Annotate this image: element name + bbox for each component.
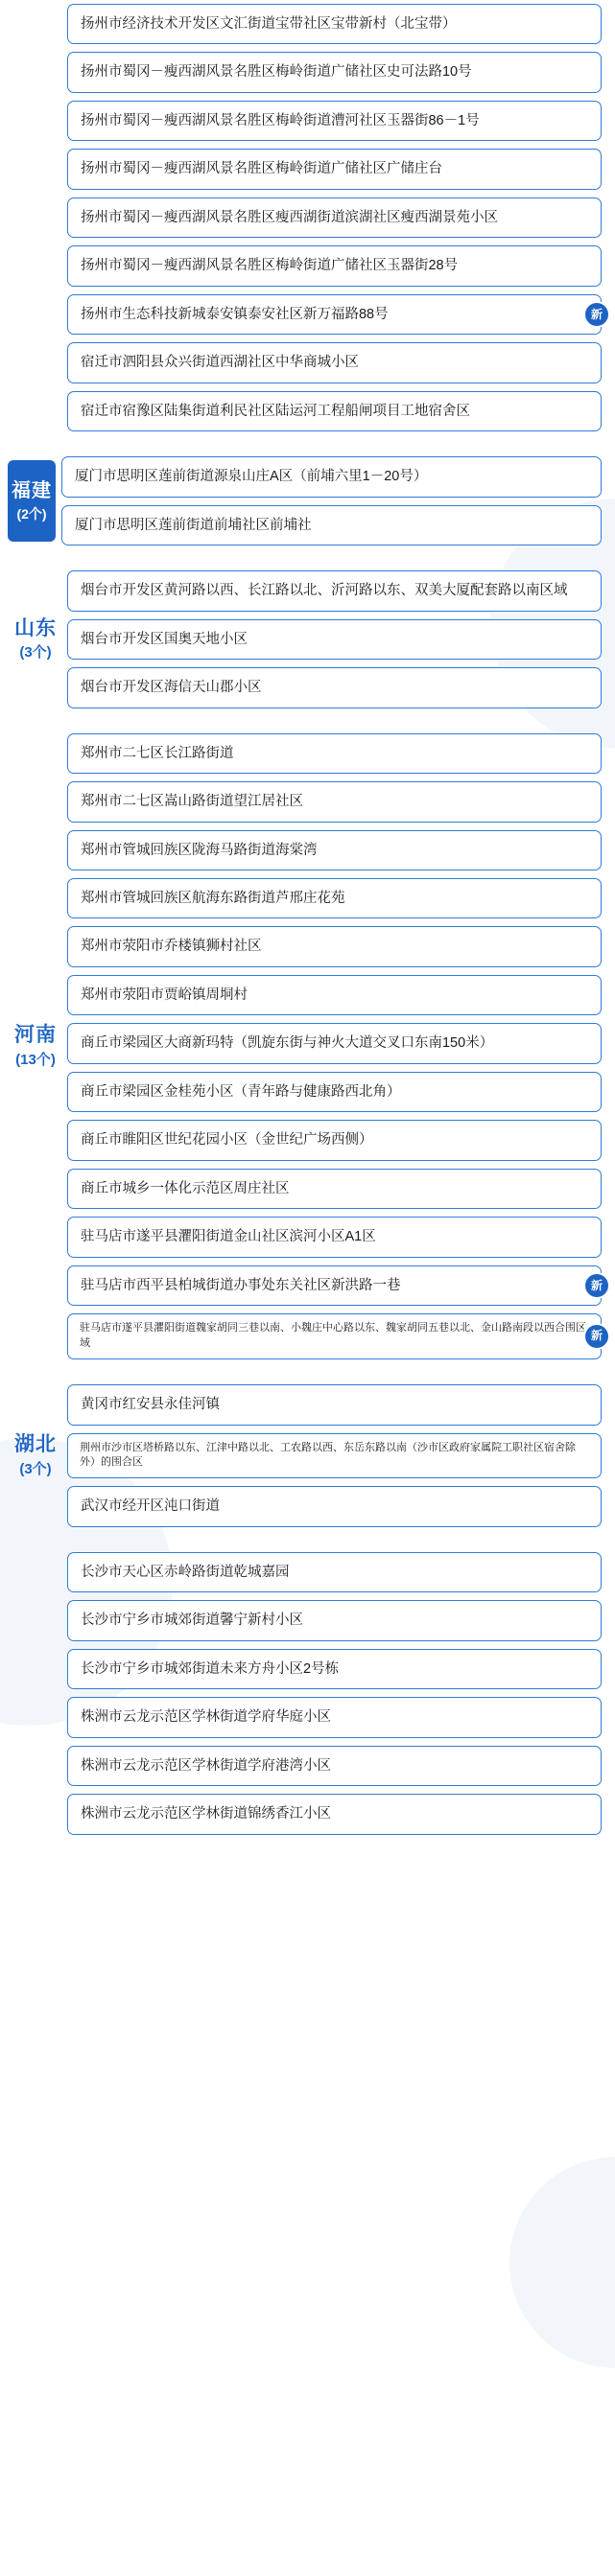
- area-item: [67, 1217, 602, 1257]
- area-item-text: 扬州市蜀冈－瘦西湖风景名胜区梅岭街道漕河社区玉器街86－1号: [81, 112, 480, 128]
- area-item-text: 厦门市思明区莲前街道前埔社区前埔社: [75, 517, 312, 533]
- province-group: [0, 456, 615, 545]
- area-item-text: 扬州市蜀冈－瘦西湖风景名胜区梅岭街道广储社区史可法路10号: [81, 64, 472, 81]
- area-item: [67, 391, 602, 431]
- area-item-text: 商丘市梁园区金桂苑小区（青年路与健康路西北角）: [81, 1083, 401, 1100]
- area-item: [67, 926, 602, 966]
- area-item: [67, 1600, 602, 1640]
- decorative-blob: [509, 2157, 615, 2368]
- province-label: [8, 1384, 67, 1527]
- area-item-text: 烟台市开发区海信天山郡小区: [81, 680, 262, 696]
- province-group: [0, 4, 615, 431]
- area-item-text: 扬州市生态科技新城泰安镇泰安社区新万福路88号: [81, 306, 389, 322]
- area-item-text: 烟台市开发区国奥天地小区: [81, 631, 248, 647]
- area-item-text: 黄冈市红安县永佳河镇: [81, 1397, 220, 1413]
- province-group: [0, 570, 615, 708]
- area-item: [67, 1486, 602, 1526]
- province-count: (3个): [19, 644, 52, 661]
- province-name: 山东: [14, 616, 57, 639]
- area-item: [67, 570, 602, 611]
- area-item: [67, 1794, 602, 1834]
- area-item-text: 郑州市荥阳市贾峪镇周垌村: [81, 986, 248, 1003]
- province-label: [8, 1552, 67, 1835]
- area-item: [67, 197, 602, 238]
- area-item: [67, 1552, 602, 1592]
- area-item-text: 郑州市二七区嵩山路街道望江居社区: [81, 794, 303, 810]
- province-name: 福建: [12, 479, 52, 501]
- area-item: [67, 1433, 602, 1479]
- area-item: [67, 1649, 602, 1689]
- province-count: (13个): [15, 1051, 56, 1068]
- province-label: [8, 570, 67, 708]
- province-name: 河南: [14, 1024, 57, 1047]
- province-group: [0, 1552, 615, 1835]
- new-badge: 新: [585, 303, 608, 326]
- area-item-text: 长沙市天心区赤岭路街道乾城嘉园: [81, 1564, 290, 1580]
- area-list: [67, 1552, 602, 1835]
- area-item: [67, 878, 602, 918]
- area-item: [67, 733, 602, 774]
- area-item-text: 株洲市云龙示范区学林街道学府港湾小区: [81, 1757, 331, 1774]
- area-item-text: 长沙市宁乡市城郊街道馨宁新村小区: [81, 1613, 303, 1629]
- new-badge: 新: [585, 1325, 608, 1348]
- area-item-text: 商丘市睢阳区世纪花园小区（金世纪广场西侧）: [81, 1132, 373, 1149]
- area-item-text: 商丘市城乡一体化示范区周庄社区: [81, 1180, 290, 1196]
- area-item-text: 宿迁市泗阳县众兴街道西湖社区中华商城小区: [81, 355, 359, 371]
- area-item: [67, 781, 602, 822]
- area-item-text: 株洲市云龙示范区学林街道锦绣香江小区: [81, 1806, 331, 1822]
- area-item-text: 宿迁市宿豫区陆集街道利民社区陆运河工程船闸项目工地宿舍区: [81, 403, 470, 419]
- area-item-text: 商丘市梁园区大商新玛特（凯旋东街与神火大道交叉口东南150米）: [81, 1035, 494, 1052]
- area-list: [61, 456, 602, 545]
- area-item: [67, 245, 602, 286]
- area-item: [67, 149, 602, 189]
- area-item: [67, 1313, 602, 1359]
- area-item: [67, 667, 602, 708]
- area-item: [67, 4, 602, 44]
- area-item-text: 驻马店市西平县柏城街道办事处东关社区新洪路一巷: [81, 1277, 401, 1293]
- area-item: [67, 1697, 602, 1737]
- province-label: [8, 733, 67, 1360]
- area-item: [67, 52, 602, 92]
- province-label: [8, 4, 67, 431]
- area-item-text: 扬州市蜀冈－瘦西湖风景名胜区瘦西湖街道滨湖社区瘦西湖景苑小区: [81, 209, 498, 225]
- area-item-text: 长沙市宁乡市城郊街道未来方舟小区2号栋: [81, 1660, 340, 1677]
- area-item: [67, 830, 602, 870]
- area-item: [67, 619, 602, 660]
- area-item-text: 郑州市管城回族区陇海马路街道海棠湾: [81, 842, 318, 858]
- area-item: [67, 1746, 602, 1786]
- area-item-text: 扬州市经济技术开发区文汇街道宝带社区宝带新村（北宝带）: [81, 16, 457, 32]
- area-item-text: 厦门市思明区莲前街道源泉山庄A区（前埔六里1－20号）: [75, 469, 428, 485]
- province-name: 湖北: [14, 1433, 57, 1456]
- province-count: (2个): [16, 506, 47, 522]
- area-item-text: 扬州市蜀冈－瘦西湖风景名胜区梅岭街道广储社区玉器街28号: [81, 258, 459, 274]
- area-item-text: 荆州市沙市区塔桥路以东、江津中路以北、工农路以西、东岳东路以南（沙市区政府家属院工职社区宿舍除外）的围合区: [80, 1441, 576, 1469]
- area-item: [67, 101, 602, 141]
- area-item: [67, 1072, 602, 1112]
- area-list: [67, 4, 602, 431]
- province-label: [8, 460, 56, 542]
- area-item: [67, 1384, 602, 1425]
- new-badge: 新: [585, 1274, 608, 1297]
- province-group: [0, 1384, 615, 1527]
- area-item: [67, 1169, 602, 1209]
- area-item-text: 郑州市荥阳市乔楼镇狮村社区: [81, 939, 262, 955]
- area-item: [67, 975, 602, 1015]
- area-item-text: 郑州市管城回族区航海东路街道芦邢庄花苑: [81, 890, 345, 906]
- area-item: [61, 456, 602, 497]
- area-item-text: 烟台市开发区黄河路以西、长江路以北、沂河路以东、双美大厦配套路以南区域: [81, 583, 568, 599]
- area-item: [67, 1023, 602, 1063]
- area-item-text: 武汉市经开区沌口街道: [81, 1498, 220, 1515]
- area-item-text: 株洲市云龙示范区学林街道学府华庭小区: [81, 1709, 331, 1726]
- area-list: [67, 570, 602, 708]
- area-item: [67, 294, 602, 335]
- area-list: [67, 1384, 602, 1527]
- area-item-text: 驻马店市遂平县灈阳街道金山社区滨河小区A1区: [81, 1229, 376, 1245]
- province-group: [0, 733, 615, 1360]
- province-count: (3个): [19, 1461, 52, 1477]
- area-item: [67, 1265, 602, 1306]
- area-item: [67, 1120, 602, 1160]
- area-list: [67, 733, 602, 1360]
- area-item-text: 驻马店市遂平县灈阳街道魏家胡同三巷以南、小魏庄中心路以东、魏家胡同五巷以北、金山路南段以西合围区域: [80, 1322, 586, 1350]
- area-item: [61, 505, 602, 545]
- area-item-text: 郑州市二七区长江路街道: [81, 745, 234, 761]
- area-item: [67, 342, 602, 383]
- area-item-text: 扬州市蜀冈－瘦西湖风景名胜区梅岭街道广储社区广储庄台: [81, 161, 442, 177]
